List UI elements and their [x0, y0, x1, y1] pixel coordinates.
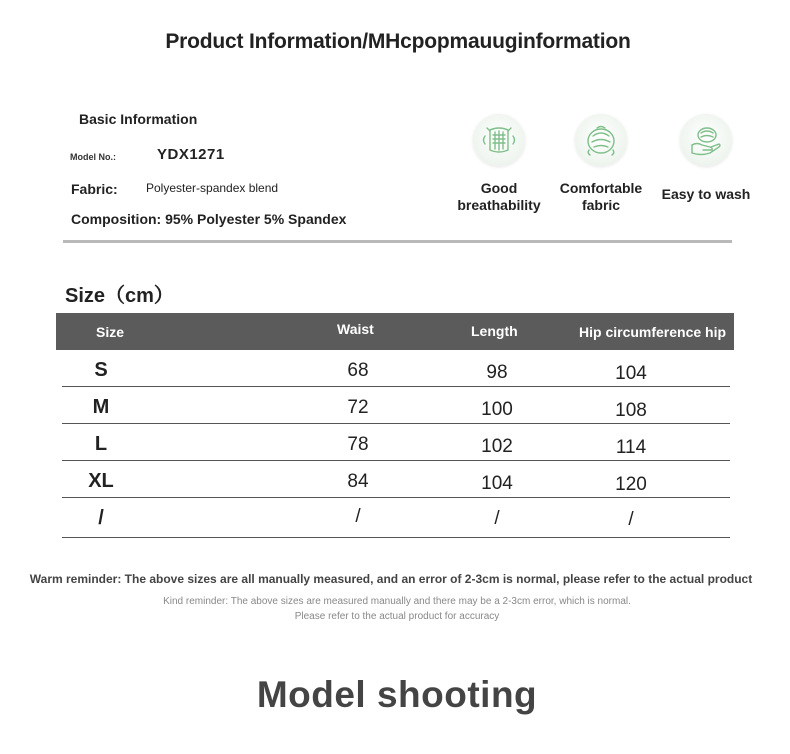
hip-cell: /: [628, 509, 634, 530]
fabric-label: Fabric:: [71, 181, 118, 197]
size-cell: L: [94, 433, 108, 455]
waist-cell: 68: [347, 360, 369, 381]
table-row: [62, 424, 730, 461]
warm-reminder: Warm reminder: The above sizes are all manually measured, and an error of 2-3cm is normal, please refer to the actual product: [29, 572, 753, 586]
composition-text: Composition: 95% Polyester 5% Spandex: [71, 211, 347, 227]
length-cell: 98: [486, 362, 508, 383]
table-row: [62, 498, 730, 538]
kind-reminder: [0, 594, 790, 624]
waist-cell: 78: [347, 434, 369, 455]
column-header-hip: Hip circumference hip: [579, 324, 727, 340]
waist-cell: 84: [347, 471, 369, 492]
model-number-label: Model No.:: [70, 152, 116, 162]
size-cell: /: [98, 507, 104, 529]
column-header-length: Length: [471, 323, 518, 339]
model-number-value: YDX1271: [157, 146, 225, 163]
hip-cell: 120: [615, 474, 647, 495]
length-cell: 100: [481, 399, 513, 420]
feature-label-line1: Easy to wash: [661, 186, 751, 202]
length-cell: 104: [481, 473, 513, 494]
kind-reminder-line1: Kind reminder: The above sizes are measured manually and there may be a 2-3cm error, which is normal.: [163, 596, 631, 607]
table-row: [62, 461, 730, 498]
comfortable-fabric-icon: [575, 114, 627, 166]
feature-easy-wash: [651, 114, 761, 203]
feature-comfortable-fabric: [546, 114, 656, 214]
feature-label-line1: Comfortable: [559, 180, 643, 196]
feature-label-line1: Good: [480, 180, 518, 196]
easy-wash-icon: [680, 114, 732, 166]
size-heading: Size（cm）: [65, 285, 174, 307]
fabric-value: Polyester-spandex blend: [146, 181, 279, 195]
column-header-waist: Waist: [337, 321, 374, 337]
waist-cell: /: [355, 506, 361, 527]
table-row: [62, 387, 730, 424]
size-table-header: [56, 313, 734, 350]
waist-cell: 72: [347, 397, 369, 418]
section-divider: [63, 240, 732, 243]
model-shooting-heading: Model shooting: [256, 674, 538, 715]
size-cell: M: [92, 396, 110, 418]
breathable-fabric-icon: [473, 114, 525, 166]
kind-reminder-line2: Please refer to the actual product for accuracy: [294, 611, 500, 622]
hip-cell: 108: [615, 400, 647, 421]
hip-cell: 114: [615, 437, 647, 458]
length-cell: 102: [481, 436, 513, 457]
feature-breathability: [444, 114, 554, 214]
length-cell: /: [494, 508, 500, 529]
size-cell: S: [94, 359, 108, 381]
page-title: Product Information/MHcpopmauuginformation: [165, 30, 631, 53]
column-header-size: Size: [96, 324, 125, 340]
hip-cell: 104: [615, 363, 647, 384]
feature-label-line2: breathability: [457, 197, 541, 213]
basic-info-heading: Basic Information: [79, 111, 198, 127]
table-row: [62, 350, 730, 387]
size-cell: XL: [88, 470, 114, 492]
feature-label-line2: fabric: [581, 197, 621, 213]
